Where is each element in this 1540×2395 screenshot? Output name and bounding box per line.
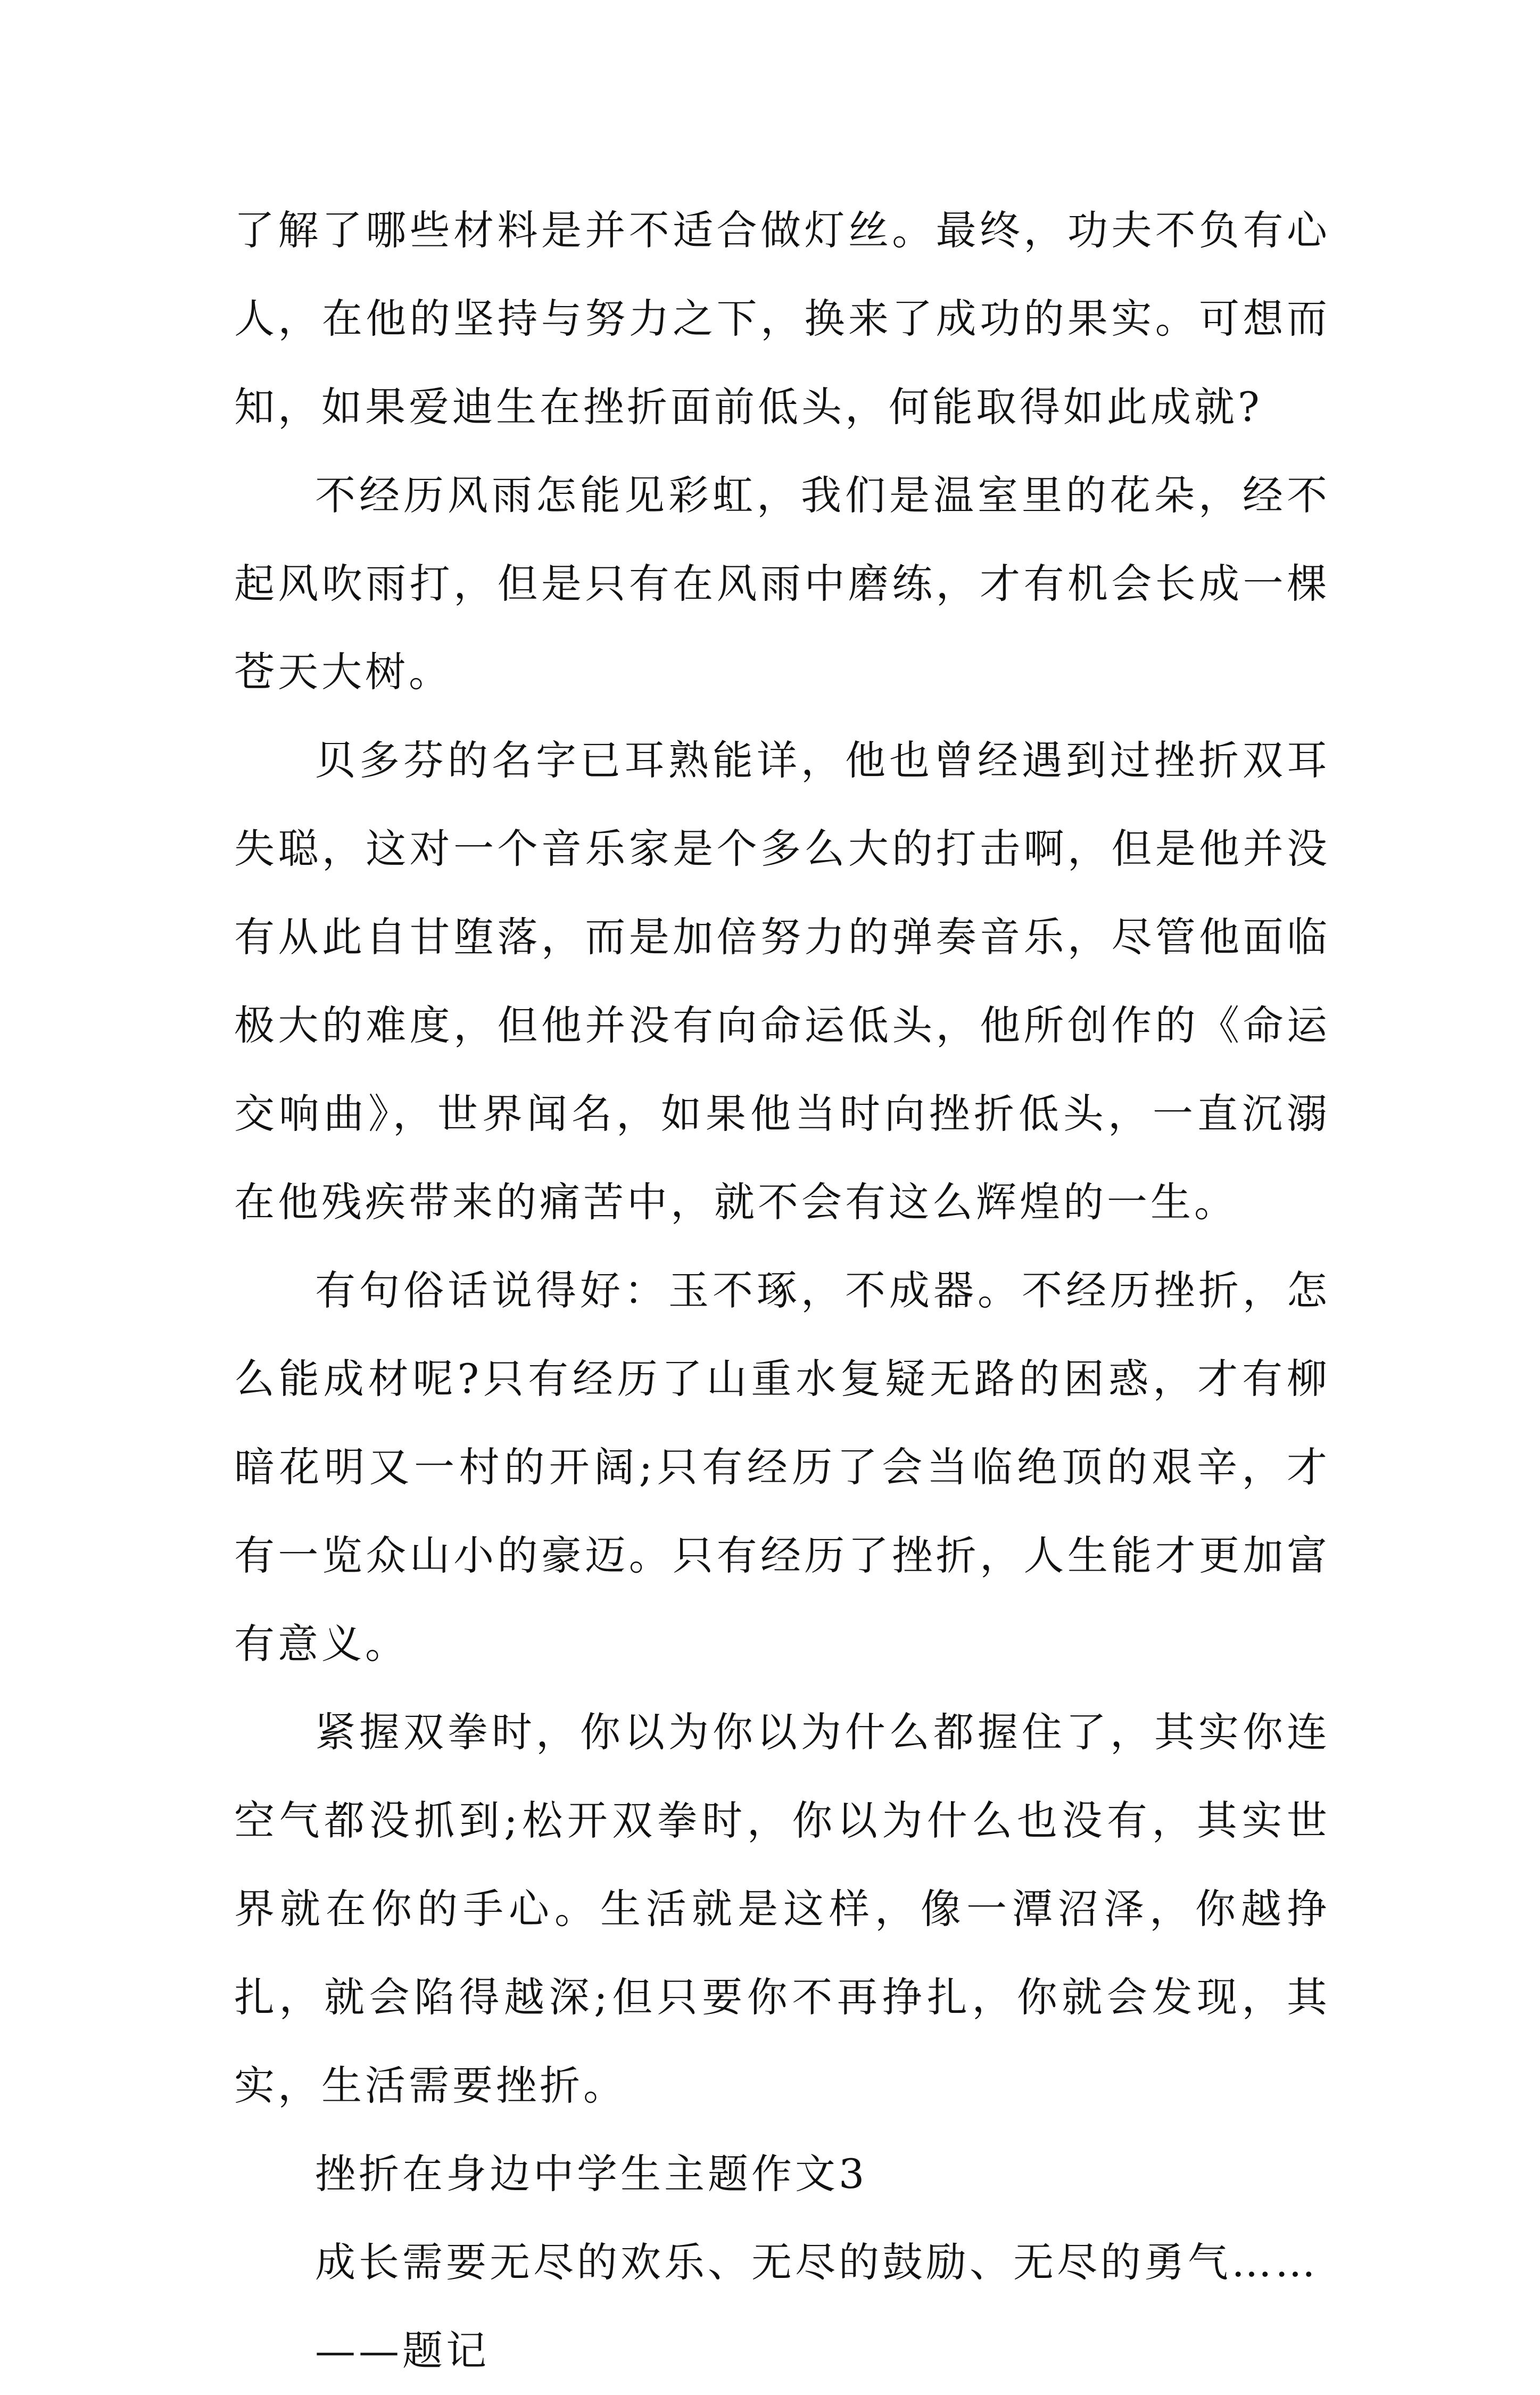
epigraph-attribution: ——题记 xyxy=(315,2327,490,2374)
section-title: 挫折在身边中学生主题作文3 xyxy=(315,2150,868,2198)
paragraph-edison-conclusion: 了解了哪些材料是并不适合做灯丝。最终，功夫不负有心人，在他的坚持与努力之下，换来了成功的果实。可想而知，如果爱迪生在挫折面前低头，何能取得如此成就? xyxy=(234,207,1330,431)
paragraph-beethoven: 贝多芬的名字已耳熟能详，他也曾经遇到过挫折双耳失聪，这对一个音乐家是个多么大的打击啊，但是他并没有从此自甘堕落，而是加倍努力的弹奏音乐，尽管他面临极大的难度，但他并没有向命运低头，他所创作的《命运交响曲》，世界闻名，如果他当时向挫折低头，一直沉溺在他残疾带来的痛苦中，就不会有这么辉煌的一生。 xyxy=(234,737,1330,1226)
paragraph-proverb: 有句俗话说得好：玉不琢，不成器。不经历挫折，怎么能成材呢?只有经历了山重水复疑无路的困惑，才有柳暗花明又一村的开阔;只有经历了会当临绝顶的艰辛，才有一览众山小的豪迈。只有经历了挫折，人生能才更加富有意义。 xyxy=(234,1267,1330,1667)
epigraph: 成长需要无尽的欢乐、无尽的鼓励、无尽的勇气…… xyxy=(315,2239,1319,2286)
document-body xyxy=(234,186,1330,2395)
paragraph-rainbow: 不经历风雨怎能见彩虹，我们是温室里的花朵，经不起风吹雨打，但是只有在风雨中磨练，才有机会长成一棵苍天大树。 xyxy=(234,472,1330,696)
paragraph-fists: 紧握双拳时，你以为你以为什么都握住了，其实你连空气都没抓到;松开双拳时，你以为什么也没有，其实世界就在你的手心。生活就是这样，像一潭沼泽，你越挣扎，就会陷得越深;但只要你不再挣扎，你就会发现，其实，生活需要挫折。 xyxy=(234,1708,1330,2109)
